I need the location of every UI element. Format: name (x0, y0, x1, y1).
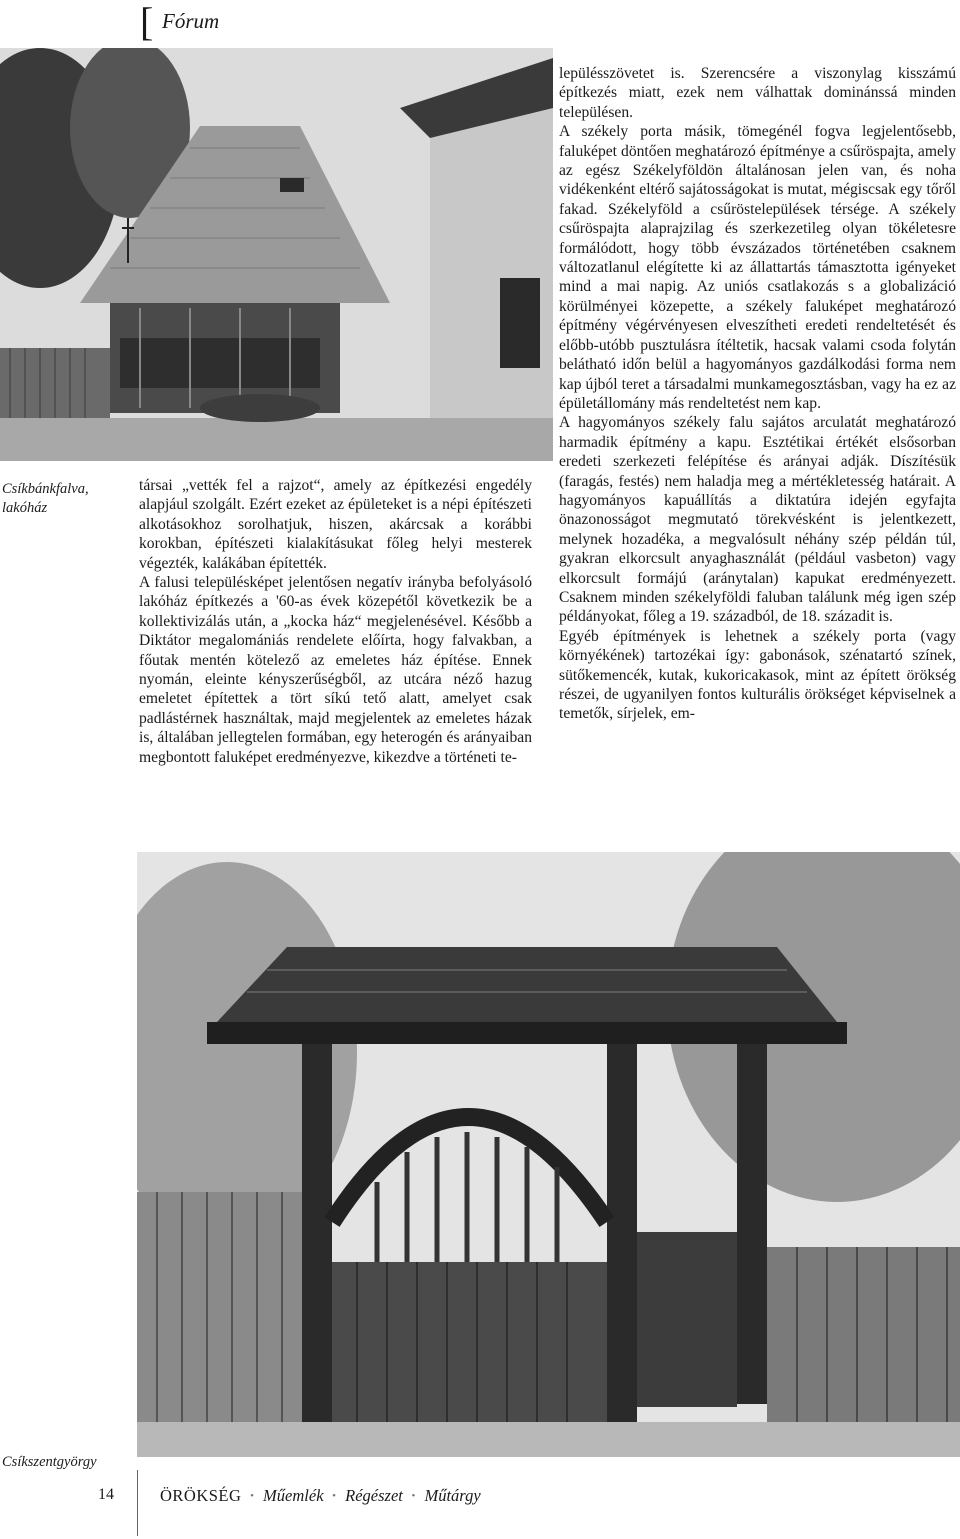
separator-dot: • (332, 1490, 337, 1502)
footer-divider (137, 1470, 138, 1536)
section-regeszet: Régészet (345, 1486, 403, 1505)
top-photo-house (0, 48, 553, 461)
left-paragraph-1: társai „vették fel a rajzot“, amely az építkezési engedély alapjául szolgált. Ezért ezeket az épületeket is a népi építészeti alkotásokhoz sorolhatjuk, hiszen, akárcsak a korábbi korokban, építészeti kialakításukat főleg helyi mesterek végezték, kalákában építették. (139, 477, 532, 572)
bottom-photo-caption: Csíkszentgyörgy (2, 1454, 97, 1470)
section-mutargy: Műtárgy (424, 1486, 481, 1505)
left-paragraph-2: A falusi településképet jelentősen negatív irányba befolyásoló lakóház építkezés a '60-as évek közepétől következik be a kollektivizálás után, a „kocka ház“ megjelenésével. Később a Diktátor megalomániás rendelete előírta, hogy falvakban, a főutak mentén kötelező az emeletes ház építése. Ennek nyomán, eleinte kényszerűségből, az utcára néző hazug emeletet építettek a tört síkú tető alatt, amelyet csak padlástérnek használtak, majd megjelentek az emeletes házak is, általában jellegtelen formában, egy heterogén és arányaiban megbontott faluképet eredményezve, kikezdve a történeti te- (139, 574, 532, 766)
top-photo-caption: Csíkbánkfalva, lakóház (2, 481, 89, 516)
right-paragraph-3: A hagyományos székely falu sajátos arculatát meghatározó harmadik építmény a kapu. Esztétikai értékét elsősorban eredeti szerkezeti felépítése és arányai adják. Díszítésük (faragás, festés) nem haladja meg a mértékletesség határait. A hagyományos kapuállítás a diktatúra idején egyfajta önazonosságot megmutató törekvésként is jelentkezett, melynek hozadéka, a megvalósult néhány szép példán túl, gyakran elkorcsult anyaghasználát (például vasbeton) vagy elkorcsult formájú (aránytalan) kapukat eredményezett. Csaknem minden székelyföldi faluban találunk még igen szép példányokat, főleg a 19. századból, de 18. századit is. (559, 414, 956, 626)
right-paragraph-1: lepülésszövetet is. Szerencsére a viszonylag kisszámú építkezés miatt, ezek nem válhattak dominánssá minden településen. (559, 65, 956, 121)
page-number: 14 (98, 1486, 114, 1503)
right-text-column (559, 64, 956, 724)
separator-dot: • (250, 1490, 255, 1502)
left-text-column (139, 476, 532, 767)
footer-brand (160, 1486, 481, 1506)
right-paragraph-4: Egyéb építmények is lehetnek a székely porta (vagy környékének) tartozékai így: gabonások, szénatartó színek, sütőkemencék, kutak, kukoricakasok, mint az épített örökség részei, de ugyanilyen fontos kulturális örökséget képviselnek a temetők, sírjelek, em- (559, 627, 956, 723)
separator-dot: • (411, 1490, 416, 1502)
section-memlek: Műemlék (263, 1486, 324, 1505)
bottom-photo-gate (137, 852, 960, 1457)
section-title: Fórum (162, 9, 220, 33)
header-bracket: [ (140, 0, 154, 44)
right-paragraph-2: A székely porta másik, tömegénél fogva legjelentősebb, faluképet döntően meghatározó építménye a csűröspajta, amely az egész Székelyföldön általánosan jelen van, és noha vidékenként eltérő sajátosságokat is mutat, mégiscsak egy tőről fakad. Székelyföld a csűröstelepülések térsége. A székely csűröspajta alaprajzilag és szerkezetileg olyan tökéletesre formálódott, hogy több évszázados történetében csaknem változatlanul elégítette ki az állattartás támasztotta igényeket mind a mai napig. Az uniós csatlakozás s a globalizáció körülményei közepette, a székely faluképet meghatározó építmény végérvényesen elveszítheti eredeti rendeltetését és előbb-utóbb pusztulásra ítéltetik, hacsak valami csoda folytán belátható időn belül a hagyományos gazdálkodási forma nem kap újból teret a társadalmi munkamegosztásban, vagy ha ez az épületállomány más rendeltetést nem kap. (559, 123, 956, 412)
brand-name: ÖRÖKSÉG (160, 1486, 242, 1505)
